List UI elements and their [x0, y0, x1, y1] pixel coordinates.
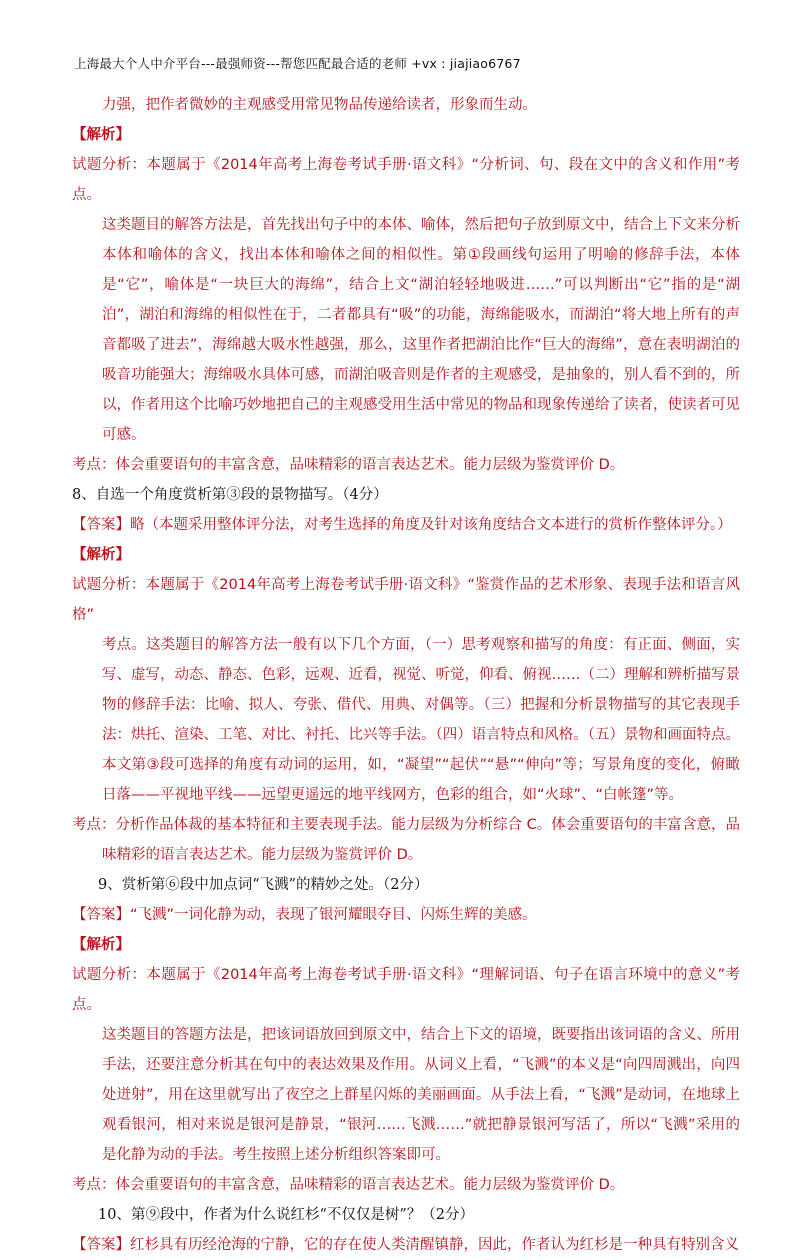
answer-10: 【答案】红杉具有历经沧海的宁静，它的存在使人类清醒镇静，因此，作者认为红杉是一种具有特别含义 [72, 1237, 739, 1253]
question-8: 8、自选一个角度赏析第③段的景物描写。（4分） [72, 487, 388, 503]
analysis-body: 这类题目的答题方法是，把该词语放回到原文中，结合上下文的语境，既要指出该词语的含义、所用手法，还要注意分析其在句中的表达效果及作用。从词义上看，“飞溅”的本义是“向四周溅出，向四处迸射”，用在这里就写出了夜空之上群星闪烁的美丽画面。从手法上看，“飞溅”是动词，在地球上观看银河，相对来说是银河是静景，“银河……飞溅……”就把静景银河写活了，所以“飞溅”采用的是化静为动的手法。考生按照上述分析组织答案即可。 [102, 1027, 740, 1163]
analysis-lead: 试题分析：本题属于《2014年高考上海卷考试手册·语文科》“理解词语、句子在语言环境中的意义”考点。 [72, 967, 740, 1013]
answer-9: 【答案】“飞溅”一词化静为动，表现了银河耀眼夺目、闪烁生辉的美感。 [72, 907, 537, 923]
analysis-label: 【解析】 [72, 937, 130, 953]
analysis-lead: 试题分析：本题属于《2014年高考上海卷考试手册·语文科》“鉴赏作品的艺术形象、表现手法和语言风格” [72, 577, 740, 623]
answer-continuation: 力强，把作者微妙的主观感受用常见物品传递给读者，形象而生动。 [102, 97, 537, 113]
analysis-body: 考点。这类题目的解答方法一般有以下几个方面，（一）思考观察和描写的角度：有正面、侧面，实写、虚写，动态、静态、色彩，远观、近看，视觉、听觉，仰看、俯视……（二）理解和辨析描写景物的修辞手法：比喻、拟人、夸张、借代、用典、对偶等。（三）把握和分析景物描写的其它表现手法：烘托、渲染、工笔、对比、衬托、比兴等手法。（四）语言特点和风格。（五）景物和画面特点。本文第③段可选择的角度有动词的运用，如，“凝望”“起伏”“悬”“伸向”等；写景角度的变化，俯瞰日落——平视地平线——远望更遥远的地平线网方，色彩的组合，如“火球”、“白帐篷”等。 [102, 637, 740, 803]
question-10: 10、第⑨段中，作者为什么说红杉“不仅仅是树”？（2分） [98, 1207, 474, 1223]
answer-8: 【答案】略（本题采用整体评分法，对考生选择的角度及针对该角度结合文本进行的赏析作整体评分。） [72, 517, 732, 533]
question-9: 9、赏析第⑥段中加点词“飞溅”的精妙之处。（2分） [98, 877, 429, 893]
analysis-body: 这类题目的解答方法是，首先找出句子中的本体、喻体，然后把句子放到原文中，结合上下文来分析本体和喻体的含义，找出本体和喻体之间的相似性。第①段画线句运用了明喻的修辞手法，本体是“它”，喻体是“一块巨大的海绵”，结合上文“湖泊轻轻地吸进……”可以判断出“它”指的是“湖泊”，湖泊和海绵的相似性在于，二者都具有“吸”的功能，海绵能吸水，而湖泊“将大地上所有的声音都吸了进去”，海绵越大吸水性越强，那么，这里作者把湖泊比作“巨大的海绵”，意在表明湖泊的吸音功能强大；海绵吸水具体可感，而湖泊吸音则是作者的主观感受，是抽象的，别人看不到的，所以，作者用这个比喻巧妙地把自己的主观感受用生活中常见的物品和现象传递给了读者，使读者可见可感。 [102, 217, 740, 443]
analysis-label: 【解析】 [72, 127, 130, 143]
analysis-lead: 试题分析：本题属于《2014年高考上海卷考试手册·语文科》“分析词、句、段在文中的含义和作用”考点。 [72, 157, 740, 203]
exam-point: 考点：分析作品体裁的基本特征和主要表现手法。能力层级为分析综合 C。体会重要语句的丰富含意，品味精彩的语言表达艺术。能力层级为鉴赏评价 D。 [72, 817, 740, 863]
page-header: 上海最大个人中介平台---最强师资---帮您匹配最合适的老师 +vx : jiajiao6767 [74, 56, 521, 71]
document-body [72, 90, 740, 1260]
exam-point: 考点：体会重要语句的丰富含意，品味精彩的语言表达艺术。能力层级为鉴赏评价 D。 [72, 457, 625, 473]
analysis-label: 【解析】 [72, 547, 130, 563]
exam-point: 考点：体会重要语句的丰富含意，品味精彩的语言表达艺术。能力层级为鉴赏评价 D。 [72, 1177, 625, 1193]
